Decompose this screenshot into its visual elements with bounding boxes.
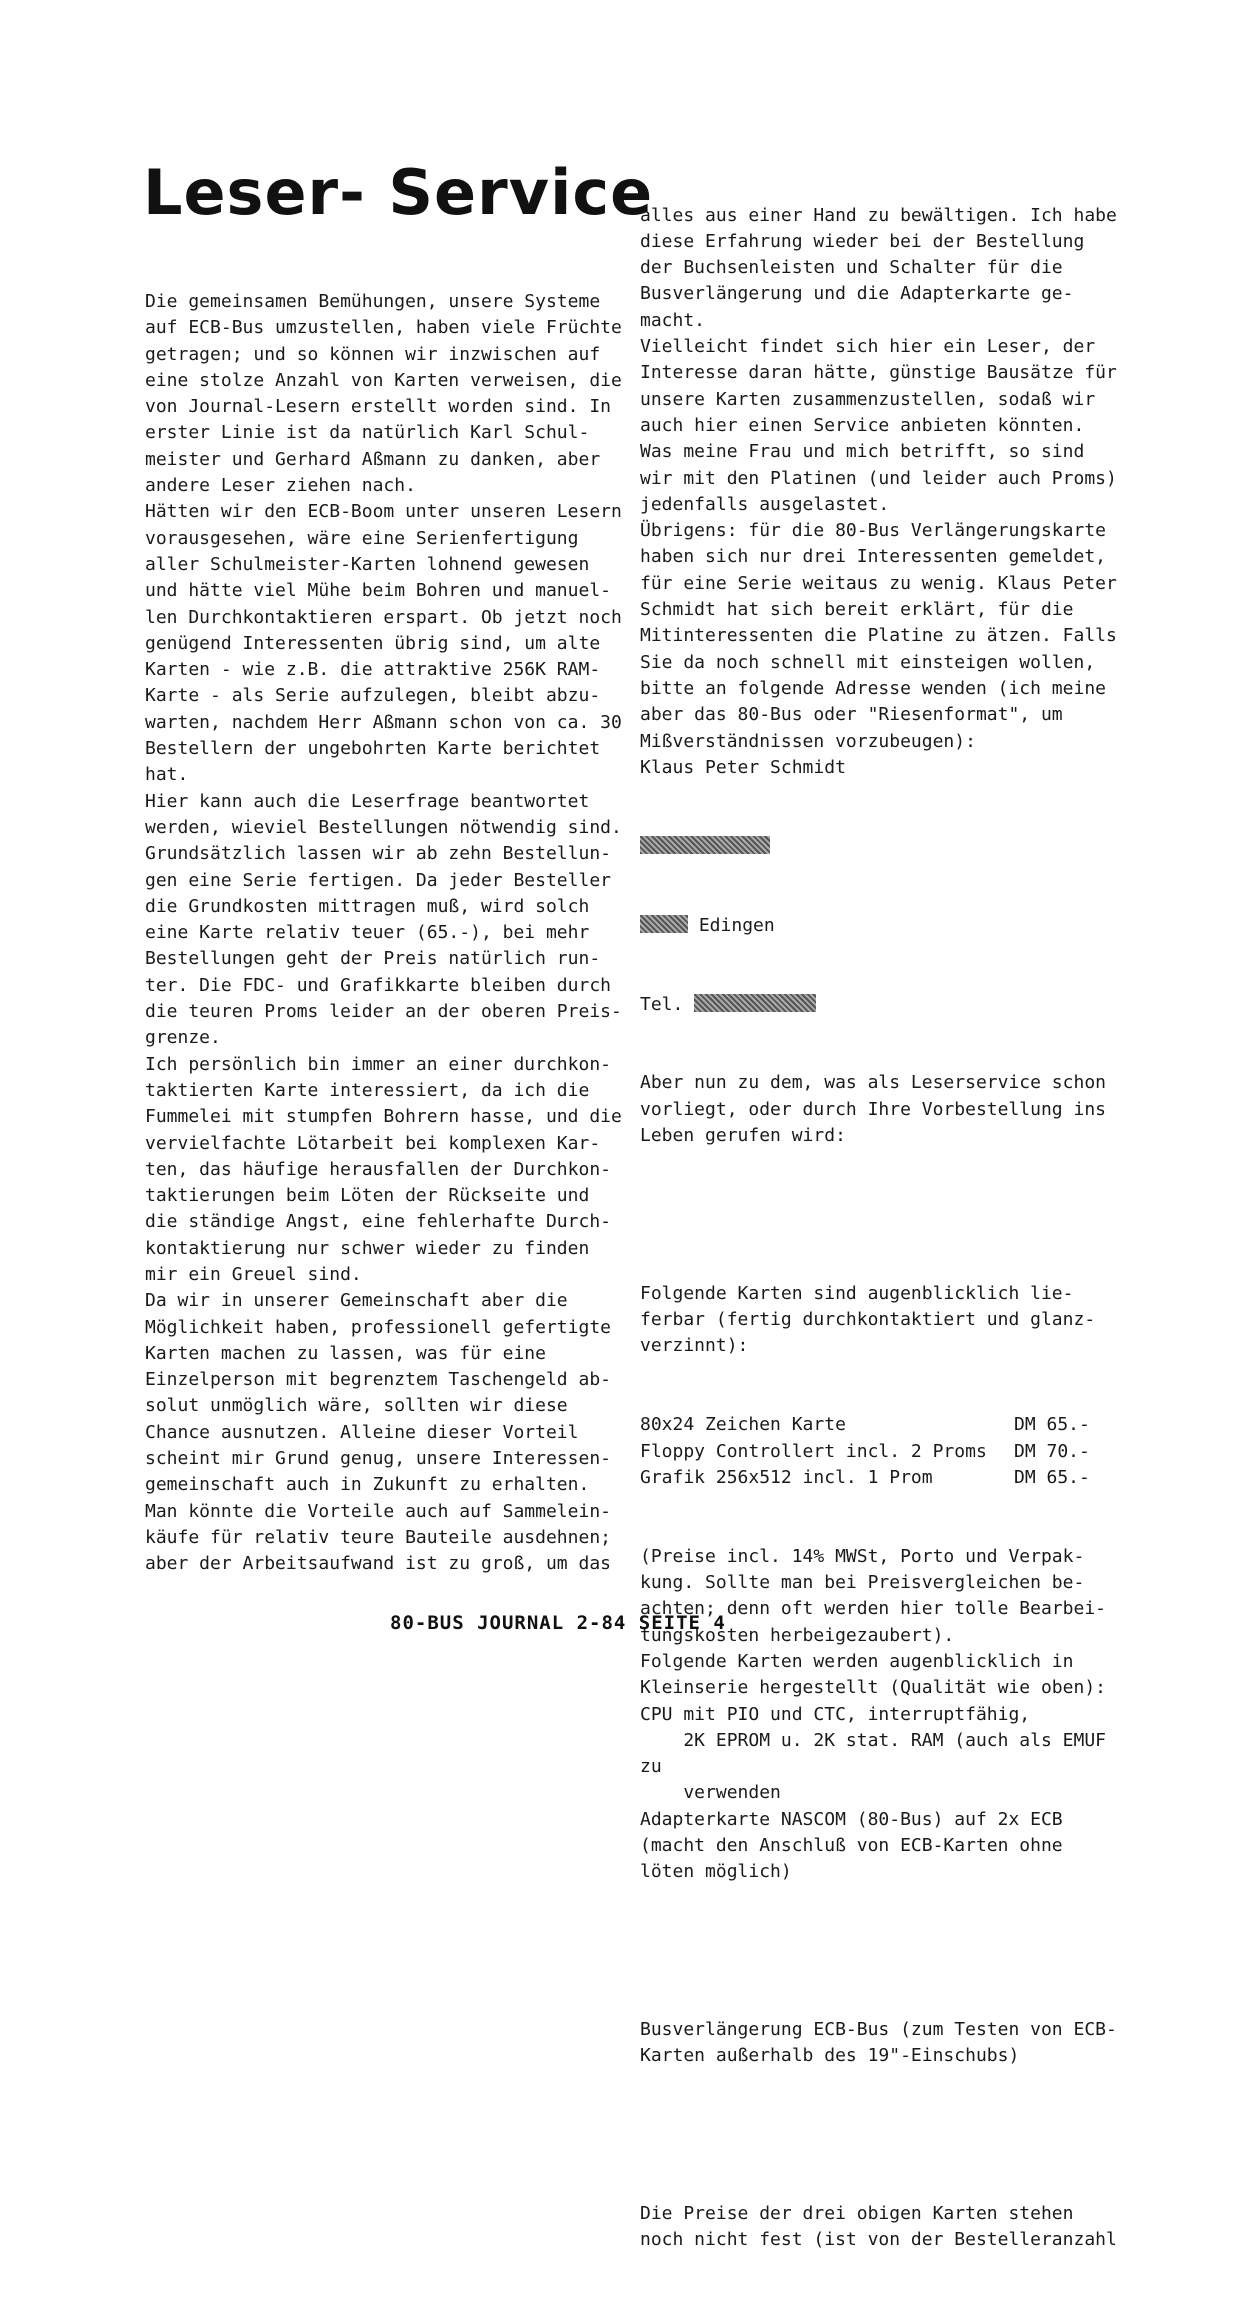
text-line: solut unmöglich wäre, sollten wir diese — [145, 1395, 568, 1417]
text-line: aber der Arbeitsaufwand ist zu groß, um das — [145, 1553, 611, 1575]
text-line: Die gemeinsamen Bemühungen, unsere Systeme — [145, 291, 601, 312]
text-line: Busverlängerung ECB-Bus (zum Testen von ECB- — [640, 2019, 1117, 2041]
page-footer: 80-BUS JOURNAL 2-84 SEITE 4 — [390, 1612, 726, 1634]
text-line: kontaktierung nur schwer wieder zu finden — [145, 1237, 590, 1259]
text-line: genügend Interessenten übrig sind, um alte — [145, 632, 601, 654]
text-line: Sie da noch schnell mit einsteigen wollen, — [640, 651, 1096, 673]
text-line: Karten - wie z.B. die attraktive 256K RAM- — [145, 659, 601, 681]
text-line: 2K EPROM u. 2K stat. RAM (auch als EMUF — [640, 1729, 1106, 1751]
text-line: Interesse daran hätte, günstige Bausätze für — [640, 362, 1117, 384]
text-line: gemeinschaft auch in Zukunft zu erhalten. — [145, 1474, 590, 1496]
text-line: CPU mit PIO und CTC, interruptfähig, — [640, 1703, 1031, 1725]
text-line: Vielleicht findet sich hier ein Leser, der — [640, 336, 1096, 358]
text-line: Ich persönlich bin immer an einer durchkon- — [145, 1053, 611, 1075]
text-line: zu — [640, 1756, 662, 1778]
available-cards-intro — [640, 1281, 1120, 1360]
text-line: vorliegt, oder durch Ihre Vorbestellung ins — [640, 1098, 1106, 1120]
text-line: bitte an folgende Adresse wenden (ich meine — [640, 677, 1106, 699]
text-line: die ständige Angst, eine fehlerhafte Durch- — [145, 1211, 611, 1233]
text-line: für eine Serie weitaus zu wenig. Klaus Peter — [640, 572, 1117, 594]
paragraph-gap — [640, 1938, 1120, 1964]
text-line: Chance ausnutzen. Alleine dieser Vorteil — [145, 1421, 579, 1443]
right-column — [640, 150, 1120, 2306]
redacted-street-block — [640, 836, 770, 854]
text-line: aber das 80-Bus oder "Riesenformat", um — [640, 704, 1063, 726]
text-line: Fummelei mit stumpfen Bohrern hasse, und die — [145, 1106, 622, 1128]
redacted-zip-block — [640, 915, 688, 933]
text-line: erster Linie ist da natürlich Karl Schul- — [145, 422, 590, 444]
text-line: Man könnte die Vorteile auch auf Sammelein- — [145, 1500, 611, 1522]
text-line: getragen; und so können wir inzwischen auf — [145, 343, 601, 365]
text-line: Schmidt hat sich bereit erklärt, für die — [640, 599, 1074, 621]
text-line: Karten machen zu lassen, was für eine — [145, 1342, 546, 1364]
text-line: vorausgesehen, wäre eine Serienfertigung — [145, 527, 579, 549]
text-line: Die Preise der drei obigen Karten stehen — [640, 2203, 1074, 2225]
address-tel-label: Tel. — [640, 993, 684, 1015]
text-line: Karte - als Serie aufzulegen, bleibt abzu- — [145, 685, 601, 707]
text-line: wir mit den Platinen (und leider auch Proms) — [640, 467, 1117, 489]
paragraph-gap — [640, 2122, 1120, 2148]
right-column-bottom-text — [640, 1544, 1120, 1886]
text-line: Aber nun zu dem, was als Leserservice schon — [640, 1072, 1106, 1094]
text-line: verzinnt): — [640, 1335, 749, 1357]
text-line: löten möglich) — [640, 1861, 792, 1883]
text-line: Karten außerhalb des 19"-Einschubs) — [640, 2045, 1020, 2067]
address-city: Edingen — [698, 914, 775, 936]
text-line: scheint mir Grund genug, unsere Interessen- — [145, 1448, 611, 1470]
redacted-phone-block — [694, 994, 816, 1012]
text-line: gen eine Serie fertigen. Da jeder Besteller — [145, 869, 611, 891]
text-line: jedenfalls ausgelastet. — [640, 493, 890, 515]
text-line: eine Karte relativ teuer (65.-), bei mehr — [145, 922, 590, 944]
right-column-service-intro — [640, 1070, 1120, 1149]
right-column-closing-text — [640, 2201, 1120, 2254]
text-line: Einzelperson mit begrenztem Taschengeld ab- — [145, 1369, 611, 1391]
price-row — [640, 1412, 1110, 1438]
text-line: Kleinserie hergestellt (Qualität wie oben): — [640, 1677, 1106, 1699]
text-line: Hätten wir den ECB-Boom unter unseren Lesern — [145, 501, 622, 523]
text-line: werden, wieviel Bestellungen nötwendig sind. — [145, 816, 622, 838]
text-line: Folgende Karten sind augenblicklich lie- — [640, 1282, 1074, 1304]
text-line: käufe für relativ teure Bauteile ausdehnen; — [145, 1526, 611, 1548]
text-line: eine stolze Anzahl von Karten verweisen, die — [145, 369, 622, 391]
text-line: ter. Die FDC- und Grafikkarte bleiben durch — [145, 974, 611, 996]
text-line: und hätte viel Mühe beim Bohren und manuel- — [145, 580, 611, 602]
text-line: verwenden — [640, 1782, 781, 1804]
text-line: hat. — [145, 764, 189, 786]
address-tel-line — [640, 992, 1120, 1018]
text-line: taktierungen beim Löten der Rückseite und — [145, 1185, 590, 1207]
text-line: noch nicht fest (ist von der Bestelleranzahl — [640, 2229, 1117, 2251]
text-line: Busverlängerung und die Adapterkarte ge- — [640, 283, 1074, 305]
text-line: (Preise incl. 14% MWSt, Porto und Verpak- — [640, 1545, 1085, 1567]
text-line: ten, das häufige herausfallen der Durchkon- — [145, 1158, 611, 1180]
price-row — [640, 1439, 1110, 1465]
text-line: andere Leser ziehen nach. — [145, 475, 416, 497]
text-line: Grundsätzlich lassen wir ab zehn Bestellun- — [145, 843, 611, 865]
price-item-name: 80x24 Zeichen Karte — [640, 1414, 846, 1436]
address-city-line — [640, 913, 1120, 939]
article-title: Leser- Service — [143, 156, 654, 229]
text-line: warten, nachdem Herr Aßmann schon von ca. 30 — [145, 711, 622, 733]
text-line: Leben gerufen wird: — [640, 1124, 846, 1146]
text-line: mir ein Greuel sind. — [145, 1263, 362, 1285]
price-value: DM 70.- — [1014, 1440, 1090, 1462]
text-line: vervielfachte Lötarbeit bei komplexen Kar- — [145, 1132, 601, 1154]
text-line: unsere Karten zusammenzustellen, sodaß wir — [640, 388, 1096, 410]
price-value: DM 65.- — [1014, 1466, 1090, 1488]
text-line: Mitinteressenten die Platine zu ätzen. Falls — [640, 625, 1117, 647]
price-value: DM 65.- — [1014, 1414, 1090, 1436]
text-line: meister und Gerhard Aßmann zu danken, aber — [145, 448, 601, 470]
right-column-top-text — [640, 203, 1120, 782]
text-line: len Durchkontaktieren erspart. Ob jetzt noch — [145, 606, 622, 628]
text-line: haben sich nur drei Interessenten gemeldet, — [640, 546, 1106, 568]
text-line: Hier kann auch die Leserfrage beantwortet — [145, 790, 590, 812]
text-line: grenze. — [145, 1027, 221, 1049]
text-line: auch hier einen Service anbieten könnten. — [640, 414, 1085, 436]
text-line: auf ECB-Bus umzustellen, haben viele Früchte — [145, 317, 622, 339]
price-item-name: Grafik 256x512 incl. 1 Prom — [640, 1466, 933, 1488]
text-line: ferbar (fertig durchkontaktiert und glanz- — [640, 1309, 1096, 1331]
bus-extension-text — [640, 2017, 1120, 2070]
text-line: macht. — [640, 309, 706, 331]
text-line: tungskosten herbeigezaubert). — [640, 1624, 955, 1646]
text-line: der Buchsenleisten und Schalter für die — [640, 257, 1063, 279]
price-item-name: Floppy Controllert incl. 2 Proms — [640, 1440, 987, 1462]
text-line: die teuren Proms leider an der oberen Preis- — [145, 1001, 622, 1023]
paragraph-gap — [640, 1202, 1120, 1228]
text-line: alles aus einer Hand zu bewältigen. Ich habe — [640, 204, 1117, 226]
price-list — [640, 1412, 1120, 1491]
address-redacted-line — [640, 834, 1120, 860]
text-line: Was meine Frau und mich betrifft, so sind — [640, 441, 1085, 463]
text-line: Bestellungen geht der Preis natürlich run- — [145, 948, 601, 970]
text-line: von Journal-Lesern erstellt worden sind. In — [145, 396, 611, 418]
text-line: Übrigens: für die 80-Bus Verlängerungskarte — [640, 520, 1106, 542]
text-line: kung. Sollte man bei Preisvergleichen be- — [640, 1572, 1085, 1594]
text-line: Mißverständnissen vorzubeugen): — [640, 730, 976, 752]
text-line: achten; denn oft werden hier tolle Bearbei- — [640, 1598, 1106, 1620]
text-line: Folgende Karten werden augenblicklich in — [640, 1650, 1074, 1672]
text-line: Klaus Peter Schmidt — [640, 756, 846, 778]
left-column — [145, 289, 622, 1578]
text-line: Bestellern der ungebohrten Karte berichtet — [145, 738, 601, 760]
text-line: diese Erfahrung wieder bei der Bestellung — [640, 230, 1085, 252]
text-line: (macht den Anschluß von ECB-Karten ohne — [640, 1835, 1063, 1856]
text-line: taktierten Karte interessiert, da ich die — [145, 1079, 590, 1101]
text-line: die Grundkosten mittragen muß, wird solch — [145, 895, 590, 917]
text-line: aller Schulmeister-Karten lohnend gewesen — [145, 553, 590, 575]
text-line: Da wir in unserer Gemeinschaft aber die — [145, 1290, 568, 1312]
text-line: Möglichkeit haben, professionell gefertigte — [145, 1316, 611, 1338]
price-row — [640, 1465, 1110, 1491]
text-line: Adapterkarte NASCOM (80-Bus) auf 2x ECB — [640, 1808, 1063, 1830]
